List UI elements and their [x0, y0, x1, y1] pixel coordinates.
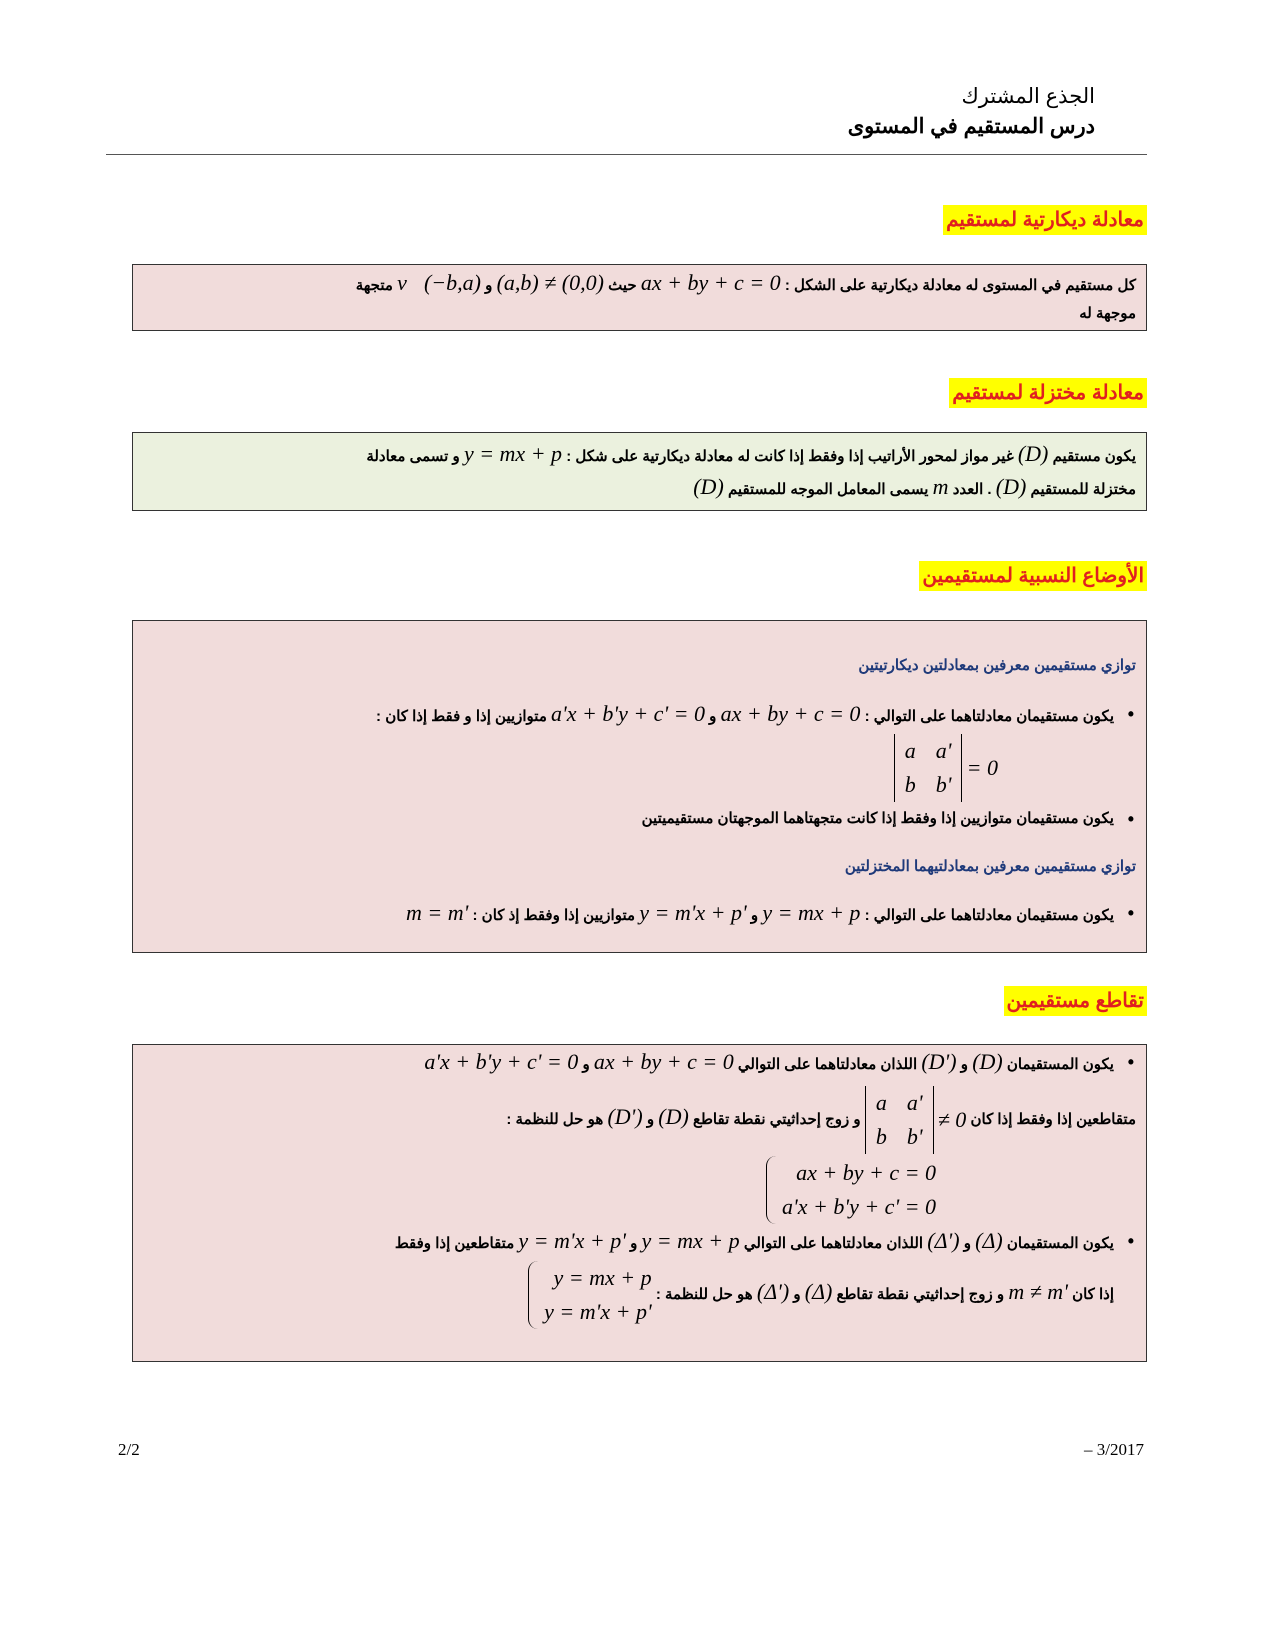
- cartesian-line-2: موجهة له: [1079, 305, 1136, 322]
- level-label: الجذع المشترك: [961, 85, 1095, 108]
- section-title-relative: الأوضاع النسبية لمستقيمين: [919, 561, 1147, 591]
- bullet-intersection-reduced: • يكون المستقيمان (Δ) و (Δ') اللذان معادلتاهما على التوالي y = mx + p و y = m'x + p' متقاطعين إذا وفقط: [143, 1224, 1136, 1261]
- bullet-intersection-cartesian: • يكون المستقيمان (D) و (D') اللذان معادلتاهما على التوالي ax + by + c = 0 و a'x + b'y + c' = 0: [143, 1045, 1136, 1082]
- reduced-line-1: يكون مستقيم (D) غير مواز لمحور الأراتيب إذا وفقط إذا كانت له معادلة ديكارتية على شكل : y = mx + p و تسمى معادلة: [143, 437, 1136, 474]
- section-title-cartesian: معادلة ديكارتية لمستقيم: [943, 205, 1147, 235]
- box-reduced: [132, 432, 1147, 511]
- bullet-cartesian-parallel: • يكون مستقيمان معادلتاهما على التوالي : ax + by + c = 0 و a'x + b'y + c' = 0 متوازيين إذا و فقط إذا كان :: [143, 697, 1136, 734]
- footer-date: – 3/2017: [1084, 1440, 1144, 1459]
- section-title-intersection: تقاطع مستقيمين: [1004, 986, 1147, 1016]
- system-1-row: [143, 1156, 1136, 1224]
- intersection-determinant: a a' b b': [865, 1086, 934, 1154]
- bullet-reduced-parallel: • يكون مستقيمان معادلتاهما على التوالي : y = mx + p و y = m'x + p' متوازيين إذا وفقط إذ كان : m = m': [143, 896, 1136, 933]
- box-intersection: [132, 1044, 1147, 1362]
- subheading-cartesian-parallel: توازي مستقيمين معرفين بمعادلتين ديكارتيتين: [858, 657, 1136, 674]
- system-1: ax + by + c = 0 a'x + b'y + c' = 0: [766, 1156, 936, 1224]
- reduced-equation: y = mx + p: [463, 441, 563, 466]
- box-relative: [132, 620, 1147, 953]
- lesson-title: درس المستقيم في المستوى: [847, 115, 1095, 138]
- determinant: a a' b b': [894, 734, 963, 802]
- reduced-line-2: مختزلة للمستقيم (D) . العدد m يسمى المعامل الموجه للمستقيم (D): [693, 474, 1136, 499]
- intersection-condition-row: متقاطعين إذا وفقط إذا كان ≠ 0 a a' b b' و زوج إحداثيتي نقطة تقاطع (D) و (D') هو حل للنظمة :: [143, 1086, 1136, 1154]
- page-number: 2/2: [118, 1440, 140, 1459]
- subheading-reduced-parallel: توازي مستقيمين معرفين بمعادلتيهما المختزلتين: [844, 858, 1136, 875]
- section-title-reduced: معادلة مختزلة لمستقيم: [949, 378, 1147, 408]
- cartesian-equation: ax + by + c = 0: [640, 270, 781, 295]
- bullet-collinear-vectors: • يكون مستقيمان متوازيين إذا وفقط إذا كانت متجهتاهما الموجهتان مستقيميتين: [143, 802, 1136, 836]
- cartesian-line-1: كل مستقيم في المستوى له معادلة ديكارتية على الشكل : ax + by + c = 0 حيث (a,b) ≠ (0,0) و v⃗(−b,a) متجهة: [355, 270, 1136, 295]
- intersection-reduced-row: إذا كان m ≠ m' و زوج إحداثيتي نقطة تقاطع (Δ) و (Δ') هو حل للنظمة : y = mx + p y = m'x + p': [143, 1261, 1136, 1329]
- system-2: y = mx + p y = m'x + p': [528, 1261, 652, 1329]
- direction-vector: v⃗(−b,a): [397, 270, 481, 295]
- determinant-row: = 0 a a' b b': [143, 734, 1136, 802]
- cartesian-condition: (a,b) ≠ (0,0): [496, 270, 604, 295]
- header-divider: [106, 154, 1147, 155]
- page-header: [106, 82, 1095, 142]
- box-cartesian: [132, 264, 1147, 331]
